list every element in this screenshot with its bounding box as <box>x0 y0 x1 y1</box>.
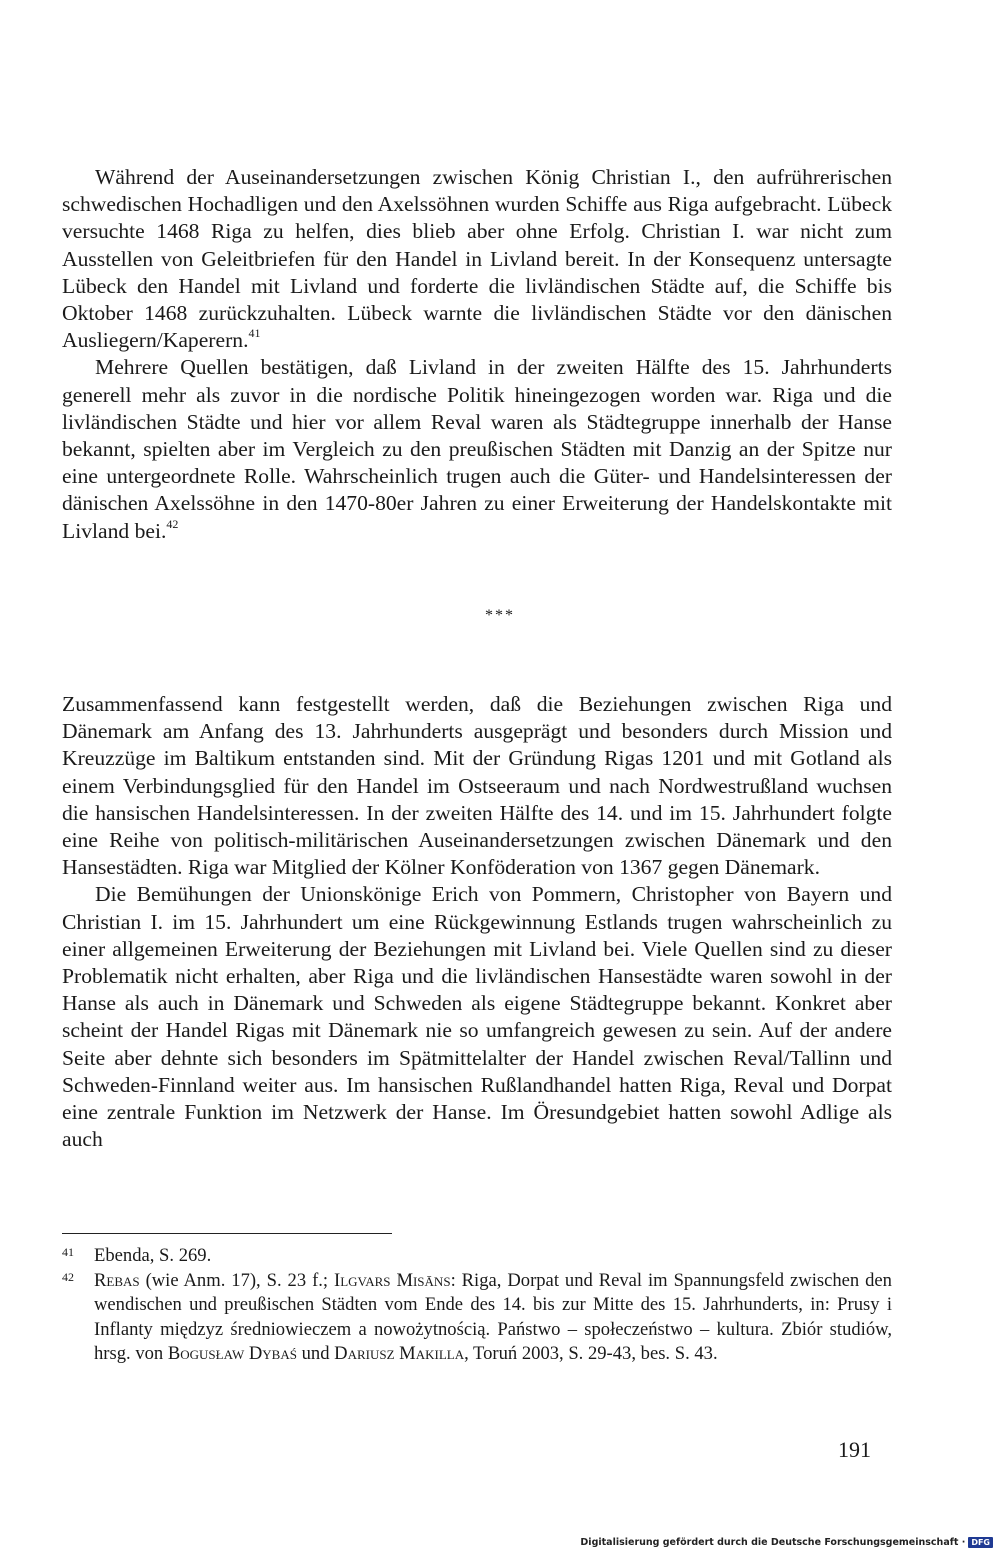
footnote-reference[interactable]: 42 <box>166 516 179 531</box>
author-name: Rebas <box>94 1269 140 1291</box>
footnote-segment: (wie Anm. 17), S. 23 f.; <box>139 1269 334 1291</box>
footnote-segment: : Riga, Dorpat und Reval im Spannungsfeld zwischen den wendischen und preußischen Städten vom Ende des 14. bis zur Mitte des 15. Jahrhunderts, in: Prusy i Inflanty międzyz średniowieczem a nowożytnością. Państwo – społeczeństwo – kultura. Zbiór studiów, hrsg. von <box>94 1269 892 1364</box>
credit-text: Digitalisierung gefördert durch die Deutsche Forschungsgemeinschaft · <box>580 1537 966 1548</box>
footnote <box>62 1244 892 1269</box>
paragraph-text: Mehrere Quellen bestätigen, daß Livland in der zweiten Hälfte des 15. Jahrhunderts generell mehr als zuvor in die nordische Politik hineingezogen worden war. Riga und die livländischen Städte und hier vor allem Reval waren als Städtegruppe innerhalb der Hanse bekannt, spielten aber im Vergleich zu den preußischen Städten mit Danzig an der Spitze nur eine untergeordnete Rolle. Wahrscheinlich trugen auch die Güter- und Handelsinteressen der dänischen Axelssöhne in den 1470-80er Jahren zu einer Erweiterung der Handelskontakte mit Livland bei. <box>62 355 892 543</box>
footnote-segment: und <box>296 1343 335 1364</box>
paragraph <box>62 354 892 544</box>
footnotes <box>62 1244 892 1367</box>
paragraph-text: Während der Auseinandersetzungen zwischen König Christian I., den aufrührerischen schwedischen Hochadligen und den Axelssöhnen wurden Schiffe aus Riga aufgebracht. Lübeck versuchte 1468 Riga zu helfen, dies blieb aber ohne Erfolg. Christian I. war nicht zum Ausstellen von Geleitbriefen für den Handel in Livland bereit. In der Konsequenz untersagte Lübeck den Handel mit Livland und forderte die livländischen Städte auf, die Schiffe bis Oktober 1468 zurückzuhalten. Lübeck warnte die livländischen Städte vor den dänischen Ausliegern/Kaperern. <box>62 165 892 353</box>
footnote-divider <box>62 1233 392 1234</box>
paragraph <box>62 881 892 1153</box>
author-name: Ilgvars Misāns <box>334 1269 451 1291</box>
author-name: Bogusław Dybaś <box>167 1343 297 1364</box>
footnote-number: 42 <box>62 1269 74 1284</box>
section-separator: *** <box>485 607 515 624</box>
paragraph-text: Zusammenfassend kann festgestellt werden, daß die Beziehungen zwischen Riga und Dänemark am Anfang des 13. Jahrhunderts ausgeprägt und besonders durch Mission und Kreuzzüge im Baltikum entstanden sind. Mit der Gründung Rigas 1201 und mit Gotland als einem Verbindungsglied für den Handel im Ostseeraum und nach Nordwestrußland wuchsen die hansischen Handelsinteressen. In der zweiten Hälfte des 14. und im 15. Jahrhundert folgte eine Reihe von politisch-militärischen Auseinandersetzungen zwischen Dänemark und den Hansestädten. Riga war Mitglied der Kölner Konföderation von 1367 gegen Dänemark. <box>62 692 892 880</box>
page-number: 191 <box>838 1437 871 1462</box>
footnote <box>62 1269 892 1367</box>
footnote-segment: , Toruń 2003, S. 29-43, bes. S. 43. <box>464 1343 718 1364</box>
footnote-text: Ebenda, S. 269. <box>94 1245 212 1266</box>
dfg-logo[interactable]: DFG <box>968 1537 993 1548</box>
paragraph <box>62 691 892 881</box>
body-section-1 <box>62 164 892 545</box>
footnote-number: 41 <box>62 1245 74 1259</box>
paragraph-text: Die Bemühungen der Unionskönige Erich von Pommern, Christopher von Bayern und Christian I. im 15. Jahrhundert um eine Rückgewinnung Estlands trugen wahrscheinlich zu einer allgemeinen Erweiterung der Beziehungen mit Livland bei. Viele Quellen sind zu dieser Problematik nicht erhalten, aber Riga und die livländischen Hansestädte waren sowohl in der Hanse als auch in Dänemark und Schweden als eigene Städtegruppe bekannt. Konkret aber scheint der Handel Rigas mit Dänemark nie so umfangreich gewesen zu sein. Auf der andere Seite aber dehnte sich besonders im Spätmittelalter der Handel zwischen Reval/Tallinn und Schweden-Finnland weiter aus. Im hansischen Rußlandhandel hatten Riga, Reval und Dorpat eine zentrale Funktion im Netzwerk der Hanse. Im Öresundgebiet hatten sowohl Adlige als auch <box>62 882 892 1152</box>
paragraph <box>62 164 892 354</box>
footnote-text <box>94 1269 892 1367</box>
digitization-credit <box>580 1537 993 1548</box>
footnote-reference[interactable]: 41 <box>248 326 261 341</box>
body-section-2 <box>62 691 892 1153</box>
author-name: Dariusz Makilla <box>334 1343 465 1364</box>
